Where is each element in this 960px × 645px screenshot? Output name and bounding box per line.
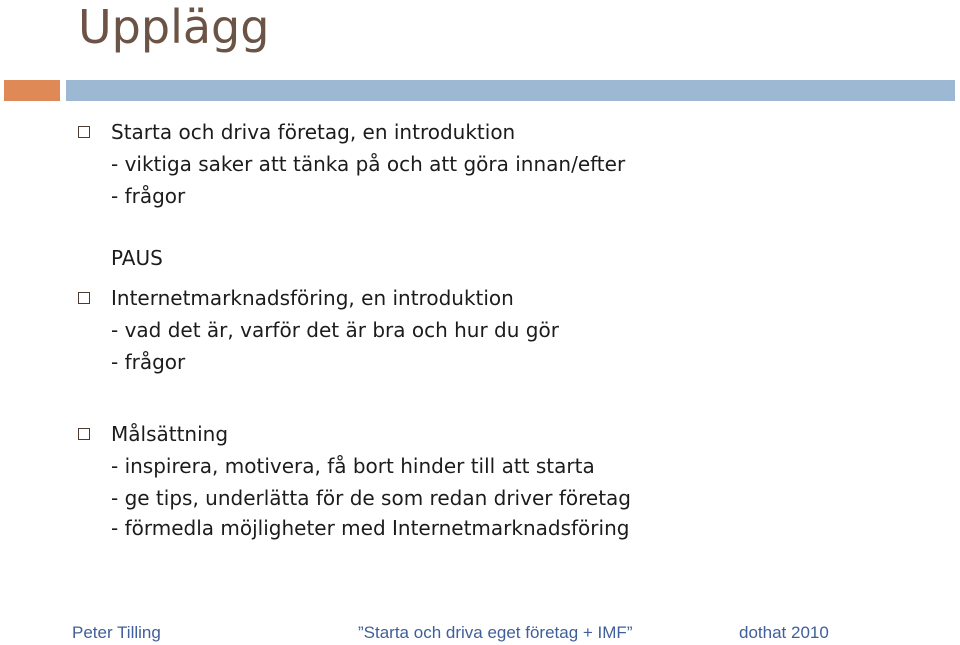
section-2-line-2: - vad det är, varför det är bra och hur du gör: [111, 318, 559, 342]
accent-bar-orange: [4, 80, 60, 101]
section-1-line-1: Starta och driva företag, en introduktion: [111, 120, 516, 144]
section-1-line-2: - viktiga saker att tänka på och att göra innan/efter: [111, 152, 626, 176]
section-3-line-3: - ge tips, underlätta för de som redan driver företag: [111, 486, 631, 510]
bullet-square-icon: [78, 428, 90, 440]
section-2-line-1: Internetmarknadsföring, en introduktion: [111, 286, 514, 310]
footer-event: dothat 2010: [739, 623, 829, 642]
bullet-square-icon: [78, 292, 90, 304]
slide-title: Upplägg: [78, 0, 270, 54]
section-3-line-4: - förmedla möjligheter med Internetmarknadsföring: [111, 516, 630, 540]
section-1-line-3: - frågor: [111, 184, 186, 208]
accent-bar-blue: [66, 80, 955, 101]
footer-presentation-title: ”Starta och driva eget företag + IMF”: [358, 623, 633, 642]
section-2-line-3: - frågor: [111, 350, 186, 374]
pause-label: PAUS: [111, 246, 163, 270]
bullet-square-icon: [78, 126, 90, 138]
section-3-line-1: Målsättning: [111, 422, 229, 446]
footer-author: Peter Tilling: [72, 623, 161, 642]
section-3-line-2: - inspirera, motivera, få bort hinder till att starta: [111, 454, 595, 478]
